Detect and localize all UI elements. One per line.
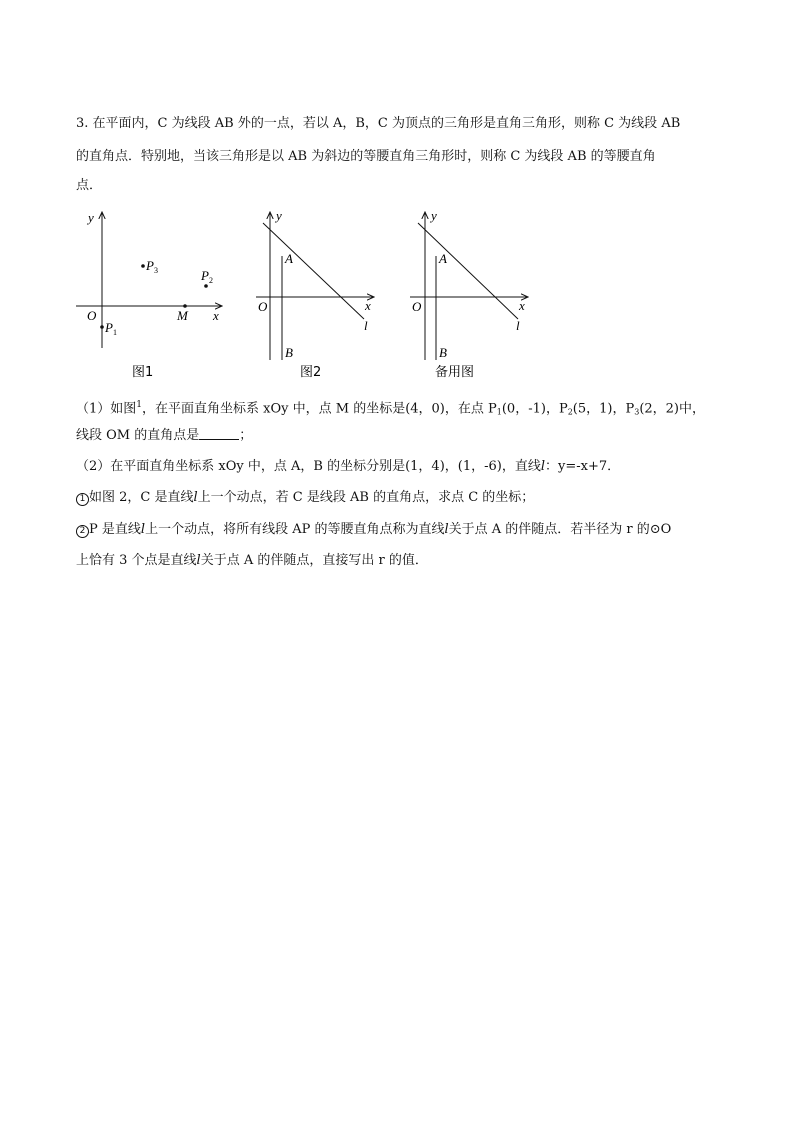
fig2-b-label: B <box>285 345 293 360</box>
part1-line2-text: 线段 OM 的直角点是 <box>76 428 200 443</box>
fig1-p1-label: $P_1$ <box>105 320 117 337</box>
q2-text-c: 关于点 A 的伴随点．若半径为 r 的⊙O <box>448 522 672 537</box>
fig2-a-label: A <box>285 251 293 266</box>
fig3-y-label: y <box>431 208 437 223</box>
q2-line2-text-b: 关于点 A 的伴随点，直接写出 r 的值． <box>200 553 428 568</box>
fig2-x-label: x <box>365 298 371 313</box>
fig1-p3-label: $P_3$ <box>146 258 158 275</box>
part1-sub-2: 2 <box>567 407 573 417</box>
q2-l2: l <box>444 522 449 537</box>
fig3-l-label: l <box>516 318 520 333</box>
q2-line2-text-a: 上恰有 3 个点是直线 <box>76 553 197 568</box>
fig3-x-label: x <box>519 298 525 313</box>
part1-text-d: (5，1)，P <box>572 401 635 417</box>
fig2-l-label: l <box>364 318 368 333</box>
q1-text-b: 上一个动点，若 C 是线段 AB 的直角点，求点 C 的坐标； <box>197 490 535 505</box>
figures-svg <box>0 0 794 400</box>
figure-1 <box>76 210 222 380</box>
fig1-point-p1 <box>100 325 104 329</box>
part1-text-b: ，在平面直角坐标系 xOy 中，点 M 的坐标是(4，0)，在点 P <box>142 401 497 417</box>
fig1-origin-label: O <box>87 308 97 323</box>
answer-blank[interactable] <box>199 428 239 440</box>
fig2-line-l <box>263 223 364 319</box>
part1-line-2 <box>76 428 252 444</box>
fig1-p2-label: $P_2$ <box>201 268 213 285</box>
fig2-caption: 图2 <box>300 365 322 380</box>
problem-line-3: 点． <box>76 178 103 193</box>
circled-number-1: 1 <box>76 493 89 506</box>
q2-line2-l: l <box>196 553 201 568</box>
part2-intro-end: ：y=-x+7． <box>545 459 621 474</box>
problem-line-2: 的直角点．特别地，当该三角形是以 AB 为斜边的等腰直角三角形时，则称 C 为线段 AB 的等腰直角 <box>76 149 656 164</box>
q2-text-a: P 是直线 <box>89 522 141 537</box>
fig1-point-p3 <box>141 264 145 268</box>
q1-text-a: 如图 2，C 是直线 <box>89 490 194 505</box>
part2-question-2-line-2 <box>76 553 428 569</box>
fig2-y-label: y <box>276 208 282 223</box>
q2-l: l <box>140 522 146 537</box>
part1-line2-end: ； <box>239 428 253 443</box>
part1-fig-ref: 1 <box>136 400 143 410</box>
figure-2 <box>256 208 374 380</box>
part1-sub-1: 1 <box>496 407 502 417</box>
fig1-point-p2 <box>204 284 208 288</box>
q1-l: l <box>193 490 198 505</box>
part2-intro <box>76 459 620 475</box>
fig3-line-l <box>418 223 518 319</box>
fig3-b-label: B <box>439 345 447 360</box>
part1-text-a: （1）如图 <box>76 401 137 417</box>
fig3-origin-label: O <box>412 299 422 314</box>
part1-line-1 <box>76 397 705 420</box>
part1-sub-3: 3 <box>634 407 640 417</box>
fig1-y-label: y <box>88 210 94 225</box>
fig3-caption: 备用图 <box>435 365 475 380</box>
fig3-a-label: A <box>439 251 447 266</box>
fig1-m-label: M <box>177 308 188 323</box>
fig1-x-label: x <box>213 308 219 323</box>
fig2-origin-label: O <box>258 299 268 314</box>
part1-text-e: (2，2)中， <box>639 401 705 417</box>
part2-intro-text: （2）在平面直角坐标系 xOy 中，点 A，B 的坐标分别是(1，4)，(1，-6)，直线 <box>76 459 541 474</box>
part1-text-c: (0，-1)，P <box>501 401 568 417</box>
fig1-caption: 图1 <box>132 365 154 380</box>
q2-text-b: 上一个动点，将所有线段 AP 的等腰直角点称为直线 <box>145 522 445 537</box>
figure-3 <box>410 208 528 380</box>
problem-line-1: 3. 在平面内，C 为线段 AB 外的一点，若以 A，B，C 为顶点的三角形是直角三角形，则称 C 为线段 AB <box>76 116 681 131</box>
part2-question-2 <box>76 522 671 538</box>
part2-question-1 <box>76 490 534 506</box>
circled-number-2: 2 <box>76 525 89 538</box>
part2-intro-l: l <box>540 459 546 474</box>
